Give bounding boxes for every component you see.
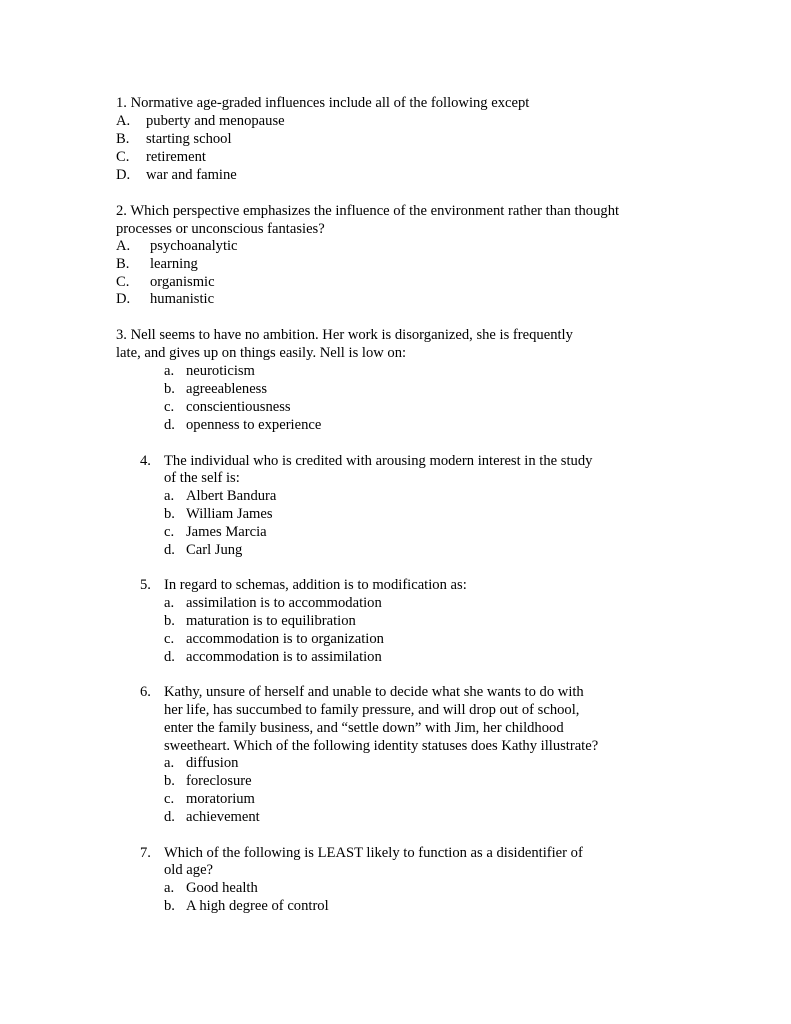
option-marker: B. [116,256,130,272]
option-text: James Marcia [186,524,267,540]
option-text: A high degree of control [186,898,329,914]
question-6-option-c [164,790,364,808]
option-marker: C. [116,149,130,165]
question-6-stem-line-4: sweetheart. Which of the following identity statuses does Kathy illustrate? [164,738,599,754]
option-text: psychoanalytic [150,238,238,254]
question-2-stem-line-2: processes or unconscious fantasies? [116,221,325,237]
question-2-option-a [116,237,316,255]
option-text: maturation is to equilibration [186,613,356,629]
question-5-option-c [164,630,424,648]
option-marker: a. [164,488,175,504]
option-marker: a. [164,755,175,771]
option-marker: C. [116,274,130,290]
option-marker: B. [116,131,130,147]
option-marker: A. [116,238,131,254]
question-4-stem-line-1 [140,452,620,470]
option-text: puberty and menopause [146,113,285,129]
option-text: learning [150,256,198,272]
question-7-stem-line-2: old age? [164,862,214,878]
option-text: foreclosure [186,773,252,789]
option-text: William James [186,506,273,522]
option-text: openness to experience [186,417,322,433]
option-text: conscientiousness [186,399,291,415]
question-3-option-c [164,398,364,416]
question-3-option-b [164,380,364,398]
option-marker: d. [164,542,175,558]
option-text: accommodation is to assimilation [186,649,382,665]
option-marker: c. [164,524,175,540]
question-2-stem-line-1: 2. Which perspective emphasizes the influence of the environment rather than thought [116,203,620,219]
stem-text: In regard to schemas, addition is to modification as: [164,577,467,593]
question-3-option-d [164,416,364,434]
option-marker: c. [164,791,175,807]
question-2-option-c [116,273,316,291]
question-4-option-b [164,505,364,523]
option-marker: a. [164,880,175,896]
option-text: war and famine [146,167,237,183]
option-marker: A. [116,113,131,129]
question-7-option-a [164,879,384,897]
question-7-option-b [164,897,384,915]
question-number: 6. [140,684,151,700]
option-marker: b. [164,381,175,397]
question-2-option-d [116,290,316,308]
question-2-option-b [116,255,316,273]
question-4-stem-line-2: of the self is: [164,470,240,486]
question-6-option-d [164,808,364,826]
question-1-option-d [116,166,316,184]
option-marker: d. [164,649,175,665]
question-4-option-d [164,541,364,559]
option-marker: c. [164,631,175,647]
question-1-option-c [116,148,316,166]
option-marker: b. [164,506,175,522]
question-6-stem-line-1 [140,683,640,701]
question-5-option-b [164,612,424,630]
option-marker: b. [164,773,175,789]
option-text: agreeableness [186,381,268,397]
question-4-option-a [164,487,364,505]
option-marker: a. [164,363,175,379]
option-marker: b. [164,898,175,914]
question-1-option-a [116,112,316,130]
option-text: Albert Bandura [186,488,277,504]
option-text: diffusion [186,755,239,771]
question-3-stem-line-1: 3. Nell seems to have no ambition. Her work is disorganized, she is frequently [116,327,573,343]
option-text: retirement [146,149,206,165]
question-5-stem-line-1 [140,576,620,594]
question-4-option-c [164,523,364,541]
option-marker: d. [164,809,175,825]
option-marker: d. [164,417,175,433]
option-marker: c. [164,399,175,415]
question-5-option-a [164,594,424,612]
question-6-stem-line-3: enter the family business, and “settle down” with Jim, her childhood [164,720,564,736]
question-1-stem: 1. Normative age-graded influences include all of the following except [116,95,530,111]
option-text: accommodation is to organization [186,631,384,647]
question-7-stem-line-1 [140,844,640,862]
question-6-stem-line-2: her life, has succumbed to family pressure, and will drop out of school, [164,702,580,718]
option-text: neuroticism [186,363,255,379]
question-number: 4. [140,453,151,469]
option-text: organismic [150,274,215,290]
question-5-option-d [164,648,424,666]
question-3-option-a [164,362,364,380]
option-text: achievement [186,809,260,825]
option-text: assimilation is to accommodation [186,595,382,611]
option-marker: a. [164,595,175,611]
question-3-stem-line-2: late, and gives up on things easily. Nell is low on: [116,345,407,361]
option-marker: b. [164,613,175,629]
question-1-option-b [116,130,316,148]
question-number: 7. [140,845,151,861]
option-marker: D. [116,167,131,183]
stem-text: Kathy, unsure of herself and unable to decide what she wants to do with [164,684,584,700]
option-text: moratorium [186,791,255,807]
stem-text: The individual who is credited with arousing modern interest in the study [164,453,593,469]
question-number: 5. [140,577,151,593]
stem-text: Which of the following is LEAST likely to function as a disidentifier of [164,845,583,861]
question-6-option-b [164,772,364,790]
option-marker: D. [116,291,131,307]
option-text: Good health [186,880,258,896]
option-text: humanistic [150,291,215,307]
question-6-option-a [164,754,364,772]
option-text: starting school [146,131,232,147]
option-text: Carl Jung [186,542,243,558]
